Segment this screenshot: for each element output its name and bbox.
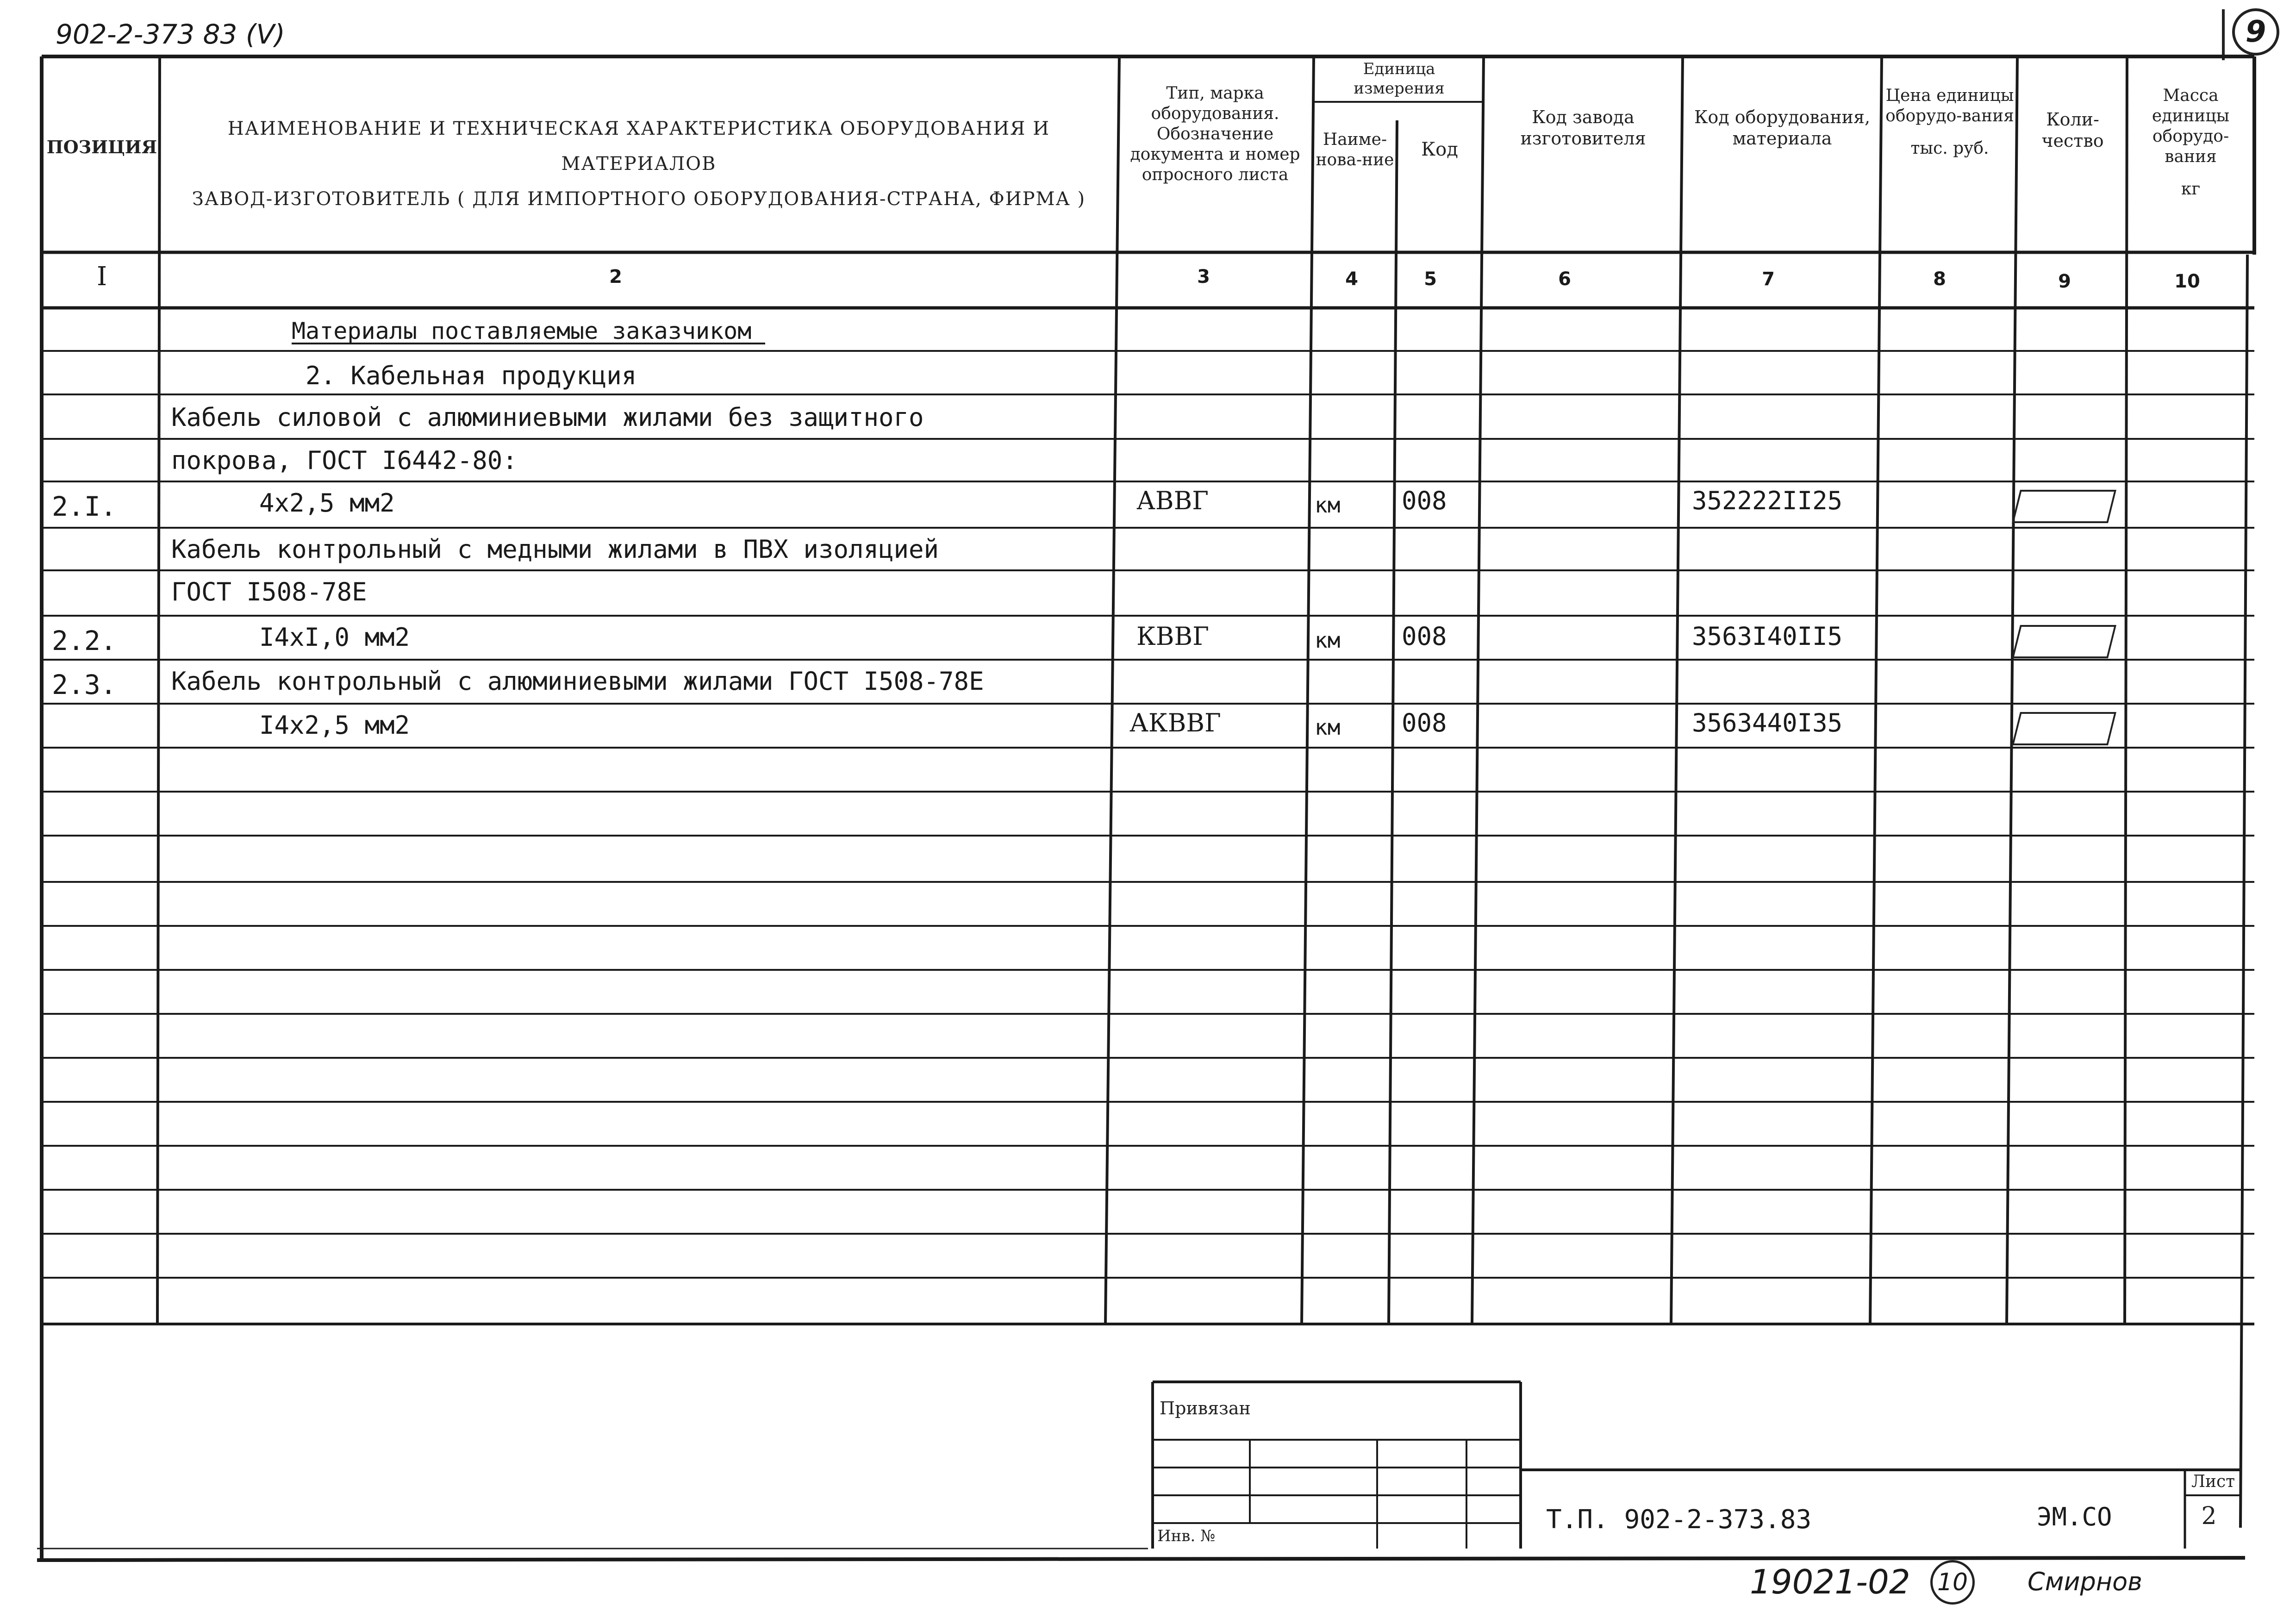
stamp-document-code: Т.П. 902-2-373.83 — [1546, 1505, 1812, 1535]
header-position: ПОЗИЦИЯ — [46, 137, 157, 157]
header-factory-code: Код завода изготовителя — [1520, 107, 1646, 149]
row-3-name: покрова, ГОСТ I6442-80: — [171, 446, 518, 475]
row-1-name: 2. Кабельная продукция — [306, 361, 637, 390]
handwritten-circled-value: 10 — [1937, 1568, 1968, 1596]
row-7-quantity-box — [2012, 625, 2116, 658]
col-number-4: 4 — [1345, 269, 1358, 290]
col-number-8: 8 — [1933, 269, 1946, 290]
row-9-equipment-code: 3563440I35 — [1692, 708, 1843, 737]
header-name-line1: НАИМЕНОВАНИЕ И ТЕХНИЧЕСКАЯ ХАРАКТЕРИСТИКА ОБОРУДОВАНИЯ И — [227, 118, 1050, 139]
stamp-mark: ЭМ.СО — [2037, 1502, 2112, 1531]
stamp-inventory-label: Инв. № — [1157, 1527, 1216, 1545]
row-4-equipment-code: 352222II25 — [1692, 486, 1843, 515]
col-number-3: 3 — [1197, 266, 1210, 287]
col-number-5: 5 — [1424, 269, 1437, 290]
row-7-equipment-code: 3563I40II5 — [1692, 622, 1843, 651]
row-0-name: Материалы поставляемые заказчиком — [292, 319, 765, 344]
row-7-name: I4хI,0 мм2 — [259, 623, 410, 652]
header-name — [162, 118, 1116, 210]
header-name-line3: ЗАВОД-ИЗГОТОВИТЕЛЬ ( ДЛЯ ИМПОРТНОГО ОБОРУДОВАНИЯ-СТРАНА, ФИРМА ) — [192, 188, 1086, 210]
stamp-tied-label: Привязан — [1160, 1398, 1251, 1418]
row-6-name: ГОСТ I508-78Е — [171, 577, 367, 606]
row-7-code: 008 — [1402, 622, 1447, 651]
header-unit-code: Код — [1421, 139, 1458, 160]
col-number-7: 7 — [1762, 269, 1775, 290]
row-7-type: КВВГ — [1136, 622, 1209, 651]
row-4-unit: км — [1315, 493, 1341, 518]
row-9-code: 008 — [1402, 708, 1447, 737]
row-2-name: Кабель силовой с алюминиевыми жилами без защитного — [171, 403, 924, 432]
header-price — [1885, 86, 2015, 159]
row-4-name: 4х2,5 мм2 — [259, 488, 395, 518]
row-9-name: I4х2,5 мм2 — [259, 711, 410, 740]
stamp-sheet-label: Лист — [2191, 1472, 2235, 1491]
header-unit-title: Единица измерения — [1354, 60, 1445, 98]
row-4-position: 2.I. — [52, 491, 117, 522]
header-mass — [2129, 86, 2252, 200]
row-9-quantity-box — [2012, 712, 2116, 745]
row-4-quantity-box — [2012, 490, 2116, 523]
handwritten-circled-number — [1930, 1560, 1975, 1605]
row-8-position: 2.3. — [52, 669, 117, 700]
col-number-2: 2 — [609, 266, 622, 287]
sheet-mark-number: 9 — [2245, 15, 2266, 49]
row-7-position: 2.2. — [52, 625, 117, 656]
row-8-name: Кабель контрольный с алюминиевыми жилами ГОСТ I508-78Е — [171, 667, 984, 696]
row-5-name: Кабель контрольный с медными жилами в ПВХ изоляцией — [171, 535, 939, 564]
row-9-type: АКВВГ — [1129, 708, 1221, 737]
header-name-line2: МАТЕРИАЛОВ — [561, 153, 717, 175]
handwritten-signature: Смирнов — [2028, 1567, 2142, 1596]
header-mass-unit: кг — [2181, 180, 2201, 199]
col-number-6: 6 — [1558, 269, 1571, 290]
col-number-10: 10 — [2174, 271, 2200, 292]
handwritten-number: 19021-02 — [1750, 1562, 1910, 1601]
col-number-1: I — [96, 262, 107, 292]
row-4-code: 008 — [1402, 486, 1447, 515]
row-9-unit: км — [1315, 715, 1341, 740]
header-mass-label: Масса единицы оборудо-вания — [2152, 86, 2230, 166]
row-7-unit: км — [1315, 628, 1341, 653]
header-type: Тип, марка оборудования. Обозначение документа и номер опросного листа — [1130, 84, 1300, 184]
header-unit-name: Наиме-нова-ние — [1316, 130, 1394, 169]
header-quantity: Коли-чество — [2041, 109, 2104, 151]
col-number-9: 9 — [2058, 271, 2071, 292]
header-price-unit: тыс. руб. — [1910, 139, 1989, 158]
header-price-label: Цена единицы оборудо-вания — [1885, 86, 2014, 125]
document-code-top: 902-2-373 83 (V) — [56, 19, 285, 50]
stamp-sheet-number: 2 — [2201, 1502, 2217, 1530]
row-4-type: АВВГ — [1136, 486, 1209, 515]
header-equipment-code: Код оборудования, материала — [1694, 107, 1871, 149]
